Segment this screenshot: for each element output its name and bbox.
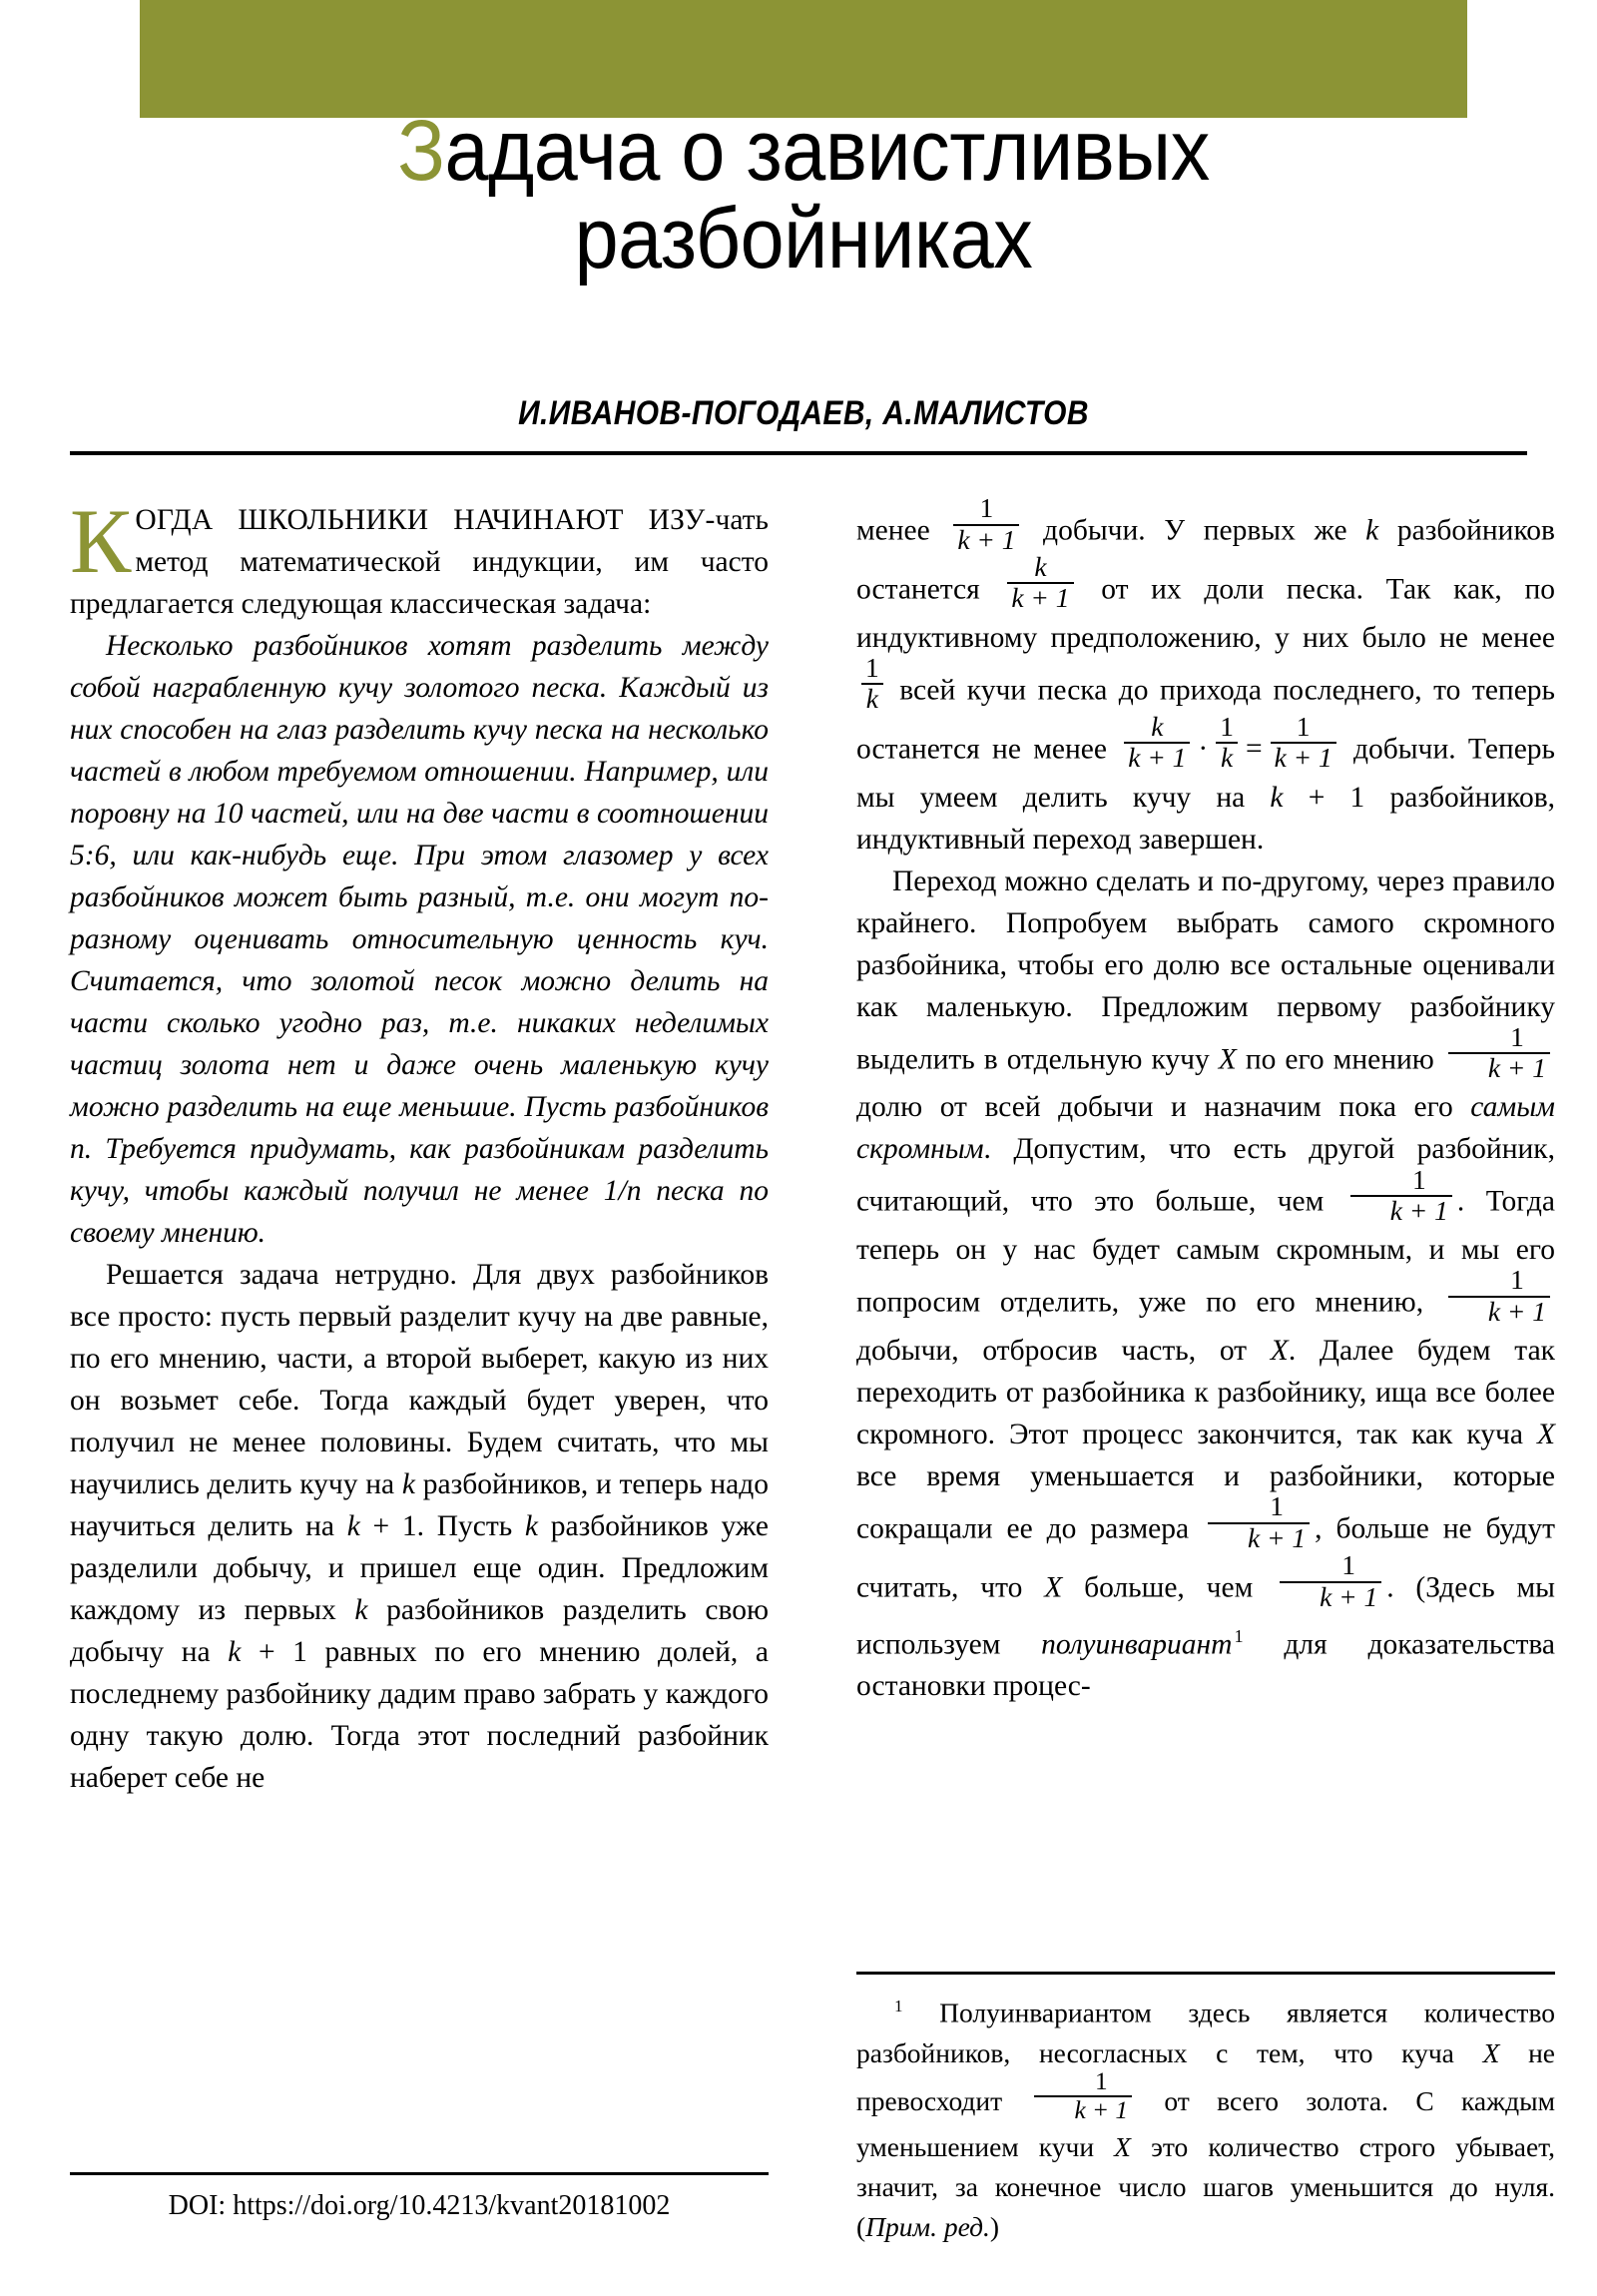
fraction-numerator: k	[1034, 552, 1047, 583]
fraction-numerator: 1	[1510, 1265, 1524, 1296]
fraction-numerator: 1	[1341, 1550, 1355, 1581]
solution-text-a: Решается задача нетрудно. Для двух разбойников все просто: пусть первый разделит кучу на две равные, по его мнению, части, а второй выберет, какую из них он возьмет себе. Тогда каждый будет уверен, что получил не менее половины. Будем считать, что мы научились делить кучу на	[70, 1259, 769, 1500]
fraction-denominator: k + 1	[1007, 582, 1073, 612]
fraction-one-over-k	[861, 652, 883, 715]
fraction-numerator: k	[1151, 711, 1164, 742]
fraction-one-over-k-plus-1	[1271, 711, 1336, 774]
editor-note: Прим. ред.	[865, 2211, 990, 2243]
title-line-1	[193, 103, 1414, 199]
math-var-X: X	[1218, 1042, 1237, 1075]
footnote-text-d: это количество строго убывает, значит, за конечное число шагов уменьшится до нуля. (	[856, 2131, 1555, 2243]
solution-text-f: равных по его мнению долей, а последнему разбойнику дадим право забрать у каждого одну такую долю. Тогда этот последний разбойник наберет себе не	[70, 1636, 769, 1794]
fraction-denominator: k + 1	[1034, 2095, 1132, 2123]
cont-text-b: добычи. У первых же	[1024, 514, 1366, 547]
fraction-numerator: 1	[1411, 1164, 1426, 1195]
title-drop-cap: З	[397, 103, 445, 199]
footnote-marker: 1	[894, 1997, 903, 2015]
paragraph-extremal-principle	[856, 861, 1555, 1708]
math-multiply-operator: ·	[1198, 732, 1209, 765]
math-var-k: k	[524, 1510, 539, 1542]
para2-text-k: . (Здесь мы используем	[856, 1571, 1555, 1661]
para2-text-f: добычи, отбросив часть, от	[856, 1335, 1271, 1368]
fraction-numerator: 1	[1270, 1491, 1284, 1522]
doi-url[interactable]: https://doi.org/10.4213/kvant20181002	[233, 2190, 671, 2221]
fraction-numerator: 1	[865, 652, 879, 683]
para2-text-d: . Допустим, что есть другой разбойник, считающий, что это больше, чем	[856, 1133, 1555, 1218]
doi-divider	[70, 2172, 769, 2175]
cont-text-c: разбойников останется	[856, 514, 1555, 606]
fraction-numerator: 1	[1296, 711, 1311, 742]
emphasis-most-modest: самым скромным	[856, 1091, 1555, 1166]
paragraph-drop-cap: К	[70, 490, 132, 592]
masthead-divider	[70, 451, 1527, 455]
math-var-X: X	[1536, 1419, 1555, 1451]
fraction-denominator: k + 1	[1448, 1296, 1550, 1326]
math-var-X: X	[1270, 1335, 1289, 1368]
fraction-numerator: 1	[979, 493, 994, 524]
cont-text-e: всей кучи песка до прихода последнего, то теперь останется не менее	[856, 674, 1555, 765]
fraction-denominator: k + 1	[1124, 742, 1190, 772]
math-var-k: k	[346, 1510, 360, 1542]
footnote-text-b: не превосходит	[856, 2036, 1555, 2116]
page-title	[140, 103, 1467, 287]
solution-text-e: разбойников разделить свою добычу на	[70, 1594, 769, 1668]
footnote-divider-right	[856, 1972, 1555, 1975]
intro-rest: чать метод математической индукции, им часто предлагается следующая классическая задача:	[70, 504, 769, 620]
cont-text-f: добычи. Теперь мы умеем делить кучу на	[856, 732, 1555, 814]
math-plus-one: + 1	[1283, 781, 1365, 814]
fraction-one-over-k-plus-1	[1350, 1164, 1452, 1226]
fraction-denominator: k	[861, 683, 883, 713]
para2-text-j: больше, чем	[1062, 1571, 1276, 1604]
footnote-text-c: от всего золота. С каждым уменьшением кучи	[856, 2084, 1555, 2163]
fraction-one-over-k-plus-1	[1448, 1267, 1550, 1326]
para2-text-b: по его мнению	[1236, 1042, 1443, 1075]
math-var-k: k	[228, 1636, 242, 1668]
footnote-text-e: )	[989, 2211, 1000, 2243]
fraction-k-over-k-plus-1	[1007, 554, 1073, 613]
fraction-one-over-k-plus-1	[1208, 1493, 1310, 1552]
para2-text-a: Переход можно сделать и по-другому, через правило крайнего. Попробуем выбрать самого скромного разбойника, чтобы его долю все остальные оценивали как маленькую. Предложим первому разбойнику выделить в отдельную кучу	[856, 864, 1555, 1075]
footnote-text-a: Полуинвариантом здесь является количество разбойников, несогласных с тем, что куча	[856, 1997, 1555, 2068]
fraction-denominator: k + 1	[1350, 1195, 1452, 1225]
fraction-numerator: 1	[1510, 1021, 1524, 1052]
doi-line	[70, 2186, 769, 2226]
math-var-k: k	[354, 1594, 368, 1626]
authors-byline: И.ИВАНОВ-ПОГОДАЕВ, А.МАЛИСТОВ	[518, 394, 1089, 432]
fraction-numerator: 1	[1220, 711, 1234, 742]
para2-text-g: . Далее будем так переходить от разбойника к разбойнику, ища все более скромного. Этот процесс закончится, так как куча	[856, 1335, 1555, 1451]
cont-text-a: менее	[856, 514, 949, 547]
title-line-2: разбойниках	[574, 190, 1033, 287]
paragraph-induction-continued	[856, 493, 1555, 861]
math-var-k: k	[1365, 514, 1379, 547]
cont-text-d: от их доли песка. Так как, по индуктивному предположению, у них было не менее	[856, 573, 1555, 654]
math-var-X: X	[1114, 2131, 1131, 2163]
problem-statement-quote: Несколько разбойников хотят разделить между собой награбленную кучу золотого песка. Каждый из них способен на глаз разделить кучу песка на несколько частей в любом требуемом отношении. Например, или поровну на 10 частей, или на две части в соотношении 5:6, или как-нибудь еще. При этом глазомер у всех разбойников может быть разный, т.е. они могут по-разному оценивать относительную ценность куч. Считается, что золотой песок можно делить на части сколько угодно раз, т.е. никаких неделимых частиц золота нет и даже очень маленькую кучу можно разделить на еще меньшие. Пусть разбойников n. Требуется придумать, как разбойникам разделить кучу, чтобы каждый получил не менее 1/n песка по своему мнению.	[70, 630, 769, 1249]
footnote-text	[856, 1987, 1555, 2247]
para2-text-e: . Тогда теперь он у нас будет самым скромным, и мы его попросим отделить, уже по его мнению,	[856, 1185, 1555, 1319]
fraction-denominator: k	[1216, 742, 1238, 772]
footnote-block	[856, 1987, 1555, 2247]
intro-lead-caps: ОГДА ШКОЛЬНИКИ НАЧИНАЮТ ИЗУ-	[135, 504, 716, 536]
math-var-X: X	[1482, 2036, 1500, 2068]
fraction-denominator: k + 1	[953, 524, 1019, 554]
fraction-k-over-k-plus-1	[1124, 711, 1190, 774]
fraction-denominator: k + 1	[1448, 1052, 1550, 1082]
fraction-one-over-k-plus-1	[1448, 1021, 1550, 1084]
para2-text-c: долю от всей добычи и назначим пока его	[856, 1091, 1471, 1124]
math-plus-one: + 1	[241, 1636, 307, 1668]
fraction-one-over-k-plus-1	[1034, 2069, 1132, 2124]
header-banner	[140, 0, 1467, 118]
paragraph-intro	[70, 490, 769, 625]
math-var-k: k	[401, 1468, 415, 1500]
fraction-denominator: k + 1	[1271, 742, 1336, 772]
fraction-denominator: k + 1	[1208, 1522, 1310, 1552]
solution-text-b: разбойников, и теперь надо научиться делить на	[70, 1468, 769, 1542]
solution-text-c: . Пусть	[416, 1510, 525, 1542]
emphasis-semi-invariant: полуинвариант	[1041, 1628, 1233, 1661]
footnote-reference-marker[interactable]: 1	[1234, 1625, 1244, 1646]
para2-text-i: , больше не будут считать, что	[856, 1512, 1555, 1604]
cont-text-g: разбойников, индуктивный переход завершен.	[856, 781, 1555, 856]
fraction-denominator: k + 1	[1280, 1581, 1381, 1611]
math-var-k: k	[1270, 781, 1284, 814]
para2-text-h: все время уменьшается и разбойники, которые сокращали ее до размера	[856, 1460, 1555, 1545]
para2-text-l: для доказательства остановки процес-	[856, 1628, 1555, 1703]
solution-text-d: разбойников уже разделили добычу, и пришел еще один. Предложим каждому из первых	[70, 1510, 770, 1626]
fraction-one-over-k	[1216, 711, 1238, 774]
doi-label: DOI:	[168, 2190, 227, 2221]
paragraph-solution	[70, 1254, 769, 1799]
fraction-one-over-k-plus-1	[953, 495, 1019, 554]
fraction-one-over-k-plus-1	[1280, 1552, 1381, 1611]
body-column-left	[70, 490, 770, 2041]
fraction-numerator: 1	[1094, 2067, 1108, 2096]
title-line-1-text: адача о завистливых	[444, 103, 1210, 199]
math-var-X: X	[1044, 1571, 1063, 1604]
math-plus-one: + 1	[359, 1510, 417, 1542]
math-equals-operator: =	[1245, 732, 1263, 765]
